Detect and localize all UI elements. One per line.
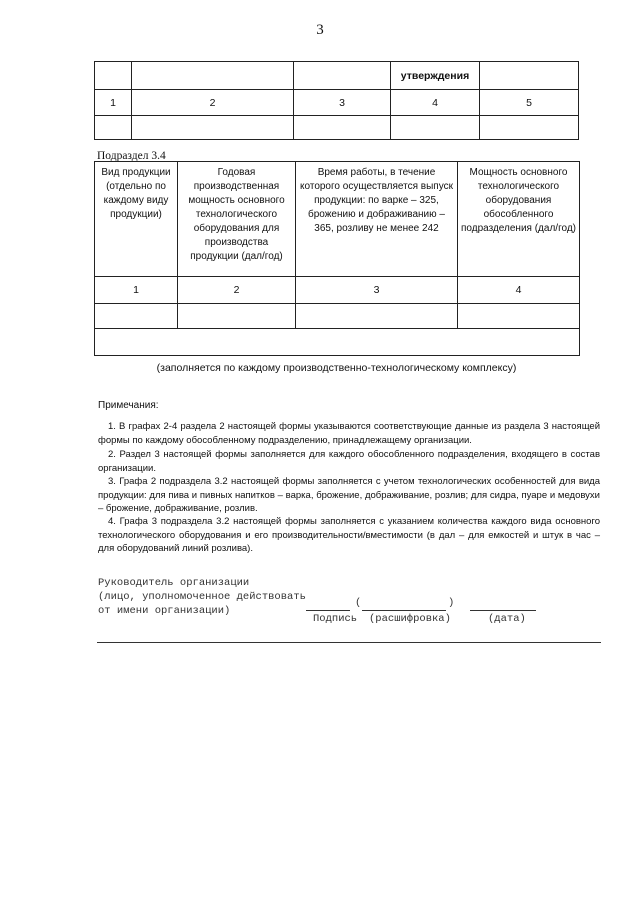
column-number: 5: [480, 90, 579, 116]
input-cell[interactable]: [95, 304, 178, 329]
column-header: Время работы, в течение которого осуществляется выпуск продукции: по варке – 325, брожению и дображиванию – 365, розливу не менее 242: [296, 162, 458, 277]
notes-title: Примечания:: [98, 400, 159, 411]
paren-close: ): [448, 597, 455, 609]
input-cell[interactable]: [132, 116, 294, 140]
column-number: 2: [178, 277, 296, 304]
table-cell: [294, 62, 391, 90]
signatory-title: Руководитель организации: [98, 577, 250, 589]
column-header: Мощность основного технологического оборудования обособленного подразделения (дал/год): [458, 162, 580, 277]
table-cell: [95, 62, 132, 90]
input-cell[interactable]: [294, 116, 391, 140]
column-header: Вид продукции (отдельно по каждому виду продукции): [95, 162, 178, 277]
column-number: 3: [294, 90, 391, 116]
note-item: 3. Графа 2 подраздела 3.2 настоящей формы заполняется с учетом технологических особенностей для вида продукции: для пива и пивных напитков – варка, брожение, дображивание, розлив; для сидра, пуаре и медовухи – брожение, дображивание, розлив.: [98, 476, 600, 514]
table-section-3-4: [94, 161, 580, 356]
column-number: 4: [391, 90, 480, 116]
column-number: 2: [132, 90, 294, 116]
signature-label: Подпись: [313, 613, 358, 625]
column-number: 1: [95, 90, 132, 116]
table-cell: [132, 62, 294, 90]
signatory-title: (лицо, уполномоченное действовать: [98, 591, 306, 603]
subsection-label: Подраздел 3.4: [97, 150, 166, 162]
signatory-title: от имени организации): [98, 605, 231, 617]
column-number: 4: [458, 277, 580, 304]
column-number: 3: [296, 277, 458, 304]
table-footnote: (заполняется по каждому производственно-технологическому комплексу): [156, 362, 517, 374]
input-cell[interactable]: [296, 304, 458, 329]
date-field[interactable]: [470, 610, 536, 611]
decoding-field[interactable]: [362, 610, 446, 611]
input-cell[interactable]: [480, 116, 579, 140]
note-item: 2. Раздел 3 настоящей формы заполняется для каждого обособленного подразделения, входящего в состав организации.: [98, 449, 600, 474]
note-item: 1. В графах 2-4 раздела 2 настоящей формы указываются соответствующие данные из раздела 3 настоящей формы по каждому обособленному подразделению, принадлежащему организации.: [98, 421, 600, 446]
input-cell[interactable]: [178, 304, 296, 329]
date-label: (дата): [488, 613, 526, 625]
note-item: 4. Графа 3 подраздела 3.2 настоящей формы заполняется с указанием количества каждого вида основного технологического оборудования и его производительности/вместимости (в дал – для емкостей и штук в час – для оборудований линий розлива).: [98, 516, 600, 554]
paren-open: (: [355, 597, 362, 609]
column-number: 1: [95, 277, 178, 304]
input-cell-merged[interactable]: [95, 329, 580, 356]
input-cell[interactable]: [391, 116, 480, 140]
input-cell[interactable]: [95, 116, 132, 140]
table-cell: [480, 62, 579, 90]
bottom-divider: [97, 642, 601, 643]
table-section-3-3: [94, 61, 579, 140]
input-cell[interactable]: [458, 304, 580, 329]
signature-field[interactable]: [306, 610, 350, 611]
decoding-label: (расшифровка): [369, 613, 451, 625]
table-header-cell: утверждения: [391, 62, 480, 90]
page-number: 3: [316, 22, 324, 38]
column-header: Годовая производственная мощность основного технологического оборудования для производства продукции (дал/год): [178, 162, 296, 277]
